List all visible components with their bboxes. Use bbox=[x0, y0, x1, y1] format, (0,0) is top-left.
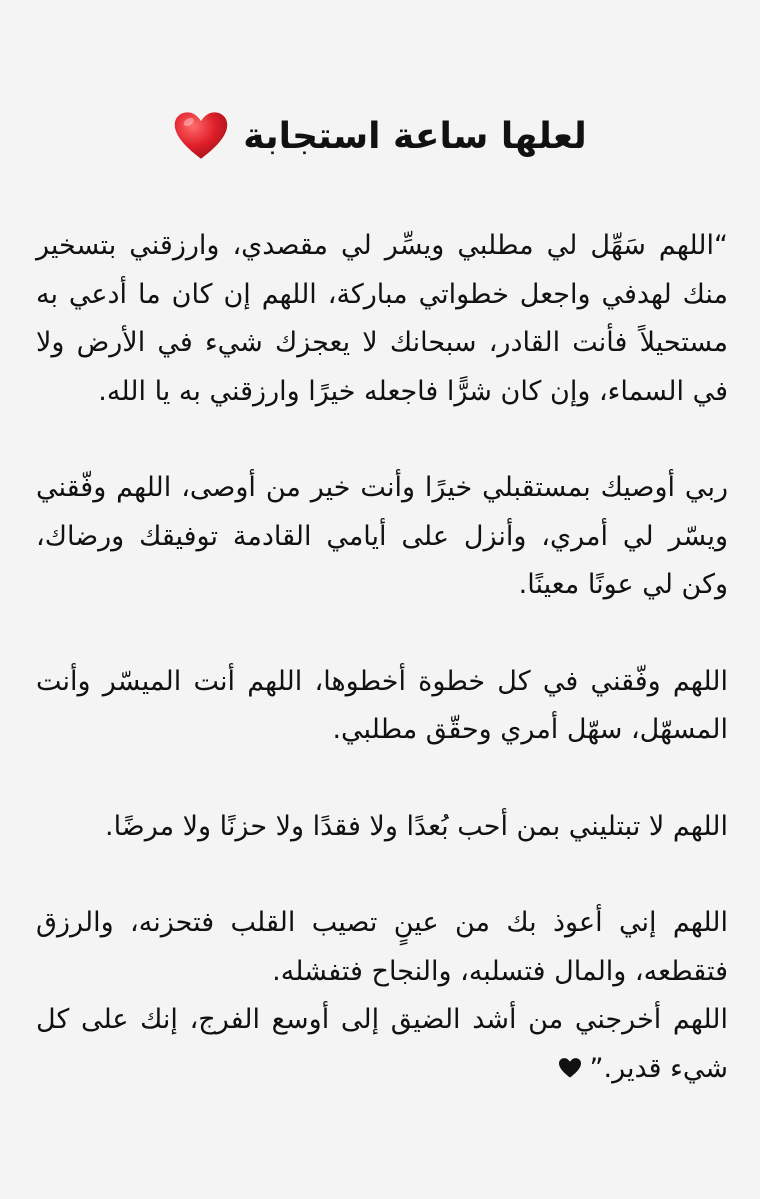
prayer-text bbox=[36, 222, 728, 1093]
paragraph-5: اللهم إني أعوذ بك من عينٍ تصيب القلب فتحزنه، والرزق فتقطعه، والمال فتسلبه، والنجاح فتفشله. bbox=[36, 907, 728, 987]
black-heart-icon bbox=[558, 1057, 582, 1079]
red-heart-icon bbox=[173, 108, 229, 164]
title-row bbox=[0, 108, 760, 164]
paragraph-6 bbox=[36, 996, 728, 1093]
paragraph-2: ربي أوصيك بمستقبلي خيرًا وأنت خير من أوصى، اللهم وفّقني ويسّر لي أمري، وأنزل على أيامي القادمة توفيقك ورضاك، وكن لي عونًا معينًا. bbox=[36, 472, 728, 600]
page-title: لعلها ساعة استجابة bbox=[243, 115, 587, 157]
paragraph-4: اللهم لا تبتليني بمن أحب بُعدًا ولا فقدًا ولا حزنًا ولا مرضًا. bbox=[104, 810, 728, 842]
paragraph-1: “اللهم سَهِّل لي مطلبي ويسِّر لي مقصدي، وارزقني بتسخير منك لهدفي واجعل خطواتي مباركة، اللهم إن كان ما أدعي به مستحيلاً فأنت القادر، سبحانك لا يعجزك شيء في الأرض ولا في السماء، وإن كان شرًّا فاجعله خيرًا وارزقني به يا الله. bbox=[36, 230, 728, 407]
paragraph-6-text: اللهم أخرجني من أشد الضيق إلى أوسع الفرج، إنك على كل شيء قدير.” bbox=[36, 1004, 728, 1084]
paragraph-3: اللهم وفّقني في كل خطوة أخطوها، اللهم أنت الميسّر وأنت المسهّل، سهّل أمري وحقّق مطلبي. bbox=[36, 665, 728, 745]
